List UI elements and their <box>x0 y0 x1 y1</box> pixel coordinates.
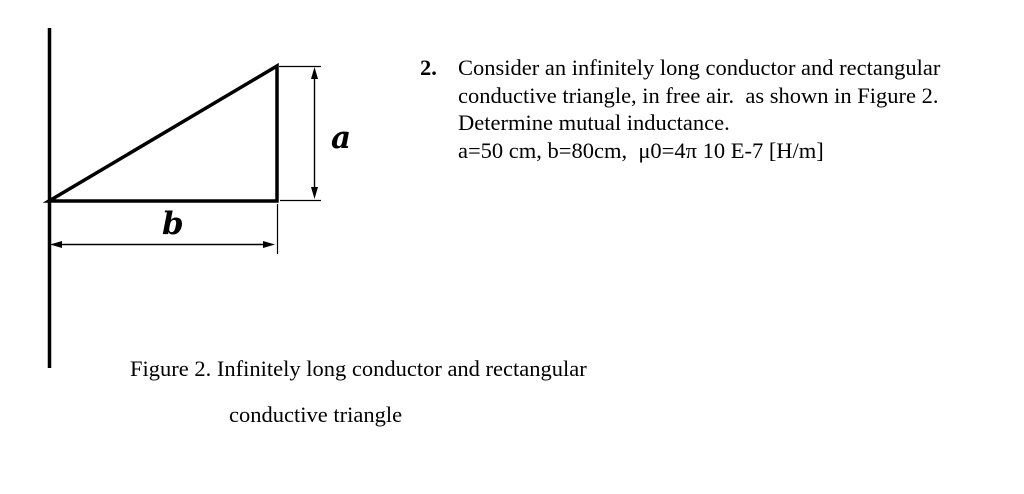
problem-line-1: Consider an infinitely long conductor and rectangular <box>458 55 941 80</box>
figure-caption-line-1: Figure 2. Infinitely long conductor and rectangular <box>130 356 587 381</box>
problem-line-4: a=50 cm, b=80cm, μ0=4π 10 E-7 [H/m] <box>458 137 824 163</box>
dimension-b-label: b <box>162 206 184 242</box>
dimension-a-line <box>311 67 318 199</box>
problem-line-3: Determine mutual inductance. <box>458 110 730 136</box>
arrowhead-up-icon <box>311 67 318 79</box>
dimension-b-line <box>50 241 275 248</box>
triangle-loop <box>49 66 277 201</box>
figure-diagram <box>0 0 400 400</box>
arrowhead-down-icon <box>311 187 318 199</box>
arrowhead-right-icon <box>263 241 275 248</box>
dimension-a-label: a <box>331 120 352 156</box>
problem-text <box>458 54 940 164</box>
figure-caption-line-2: conductive triangle <box>229 402 403 427</box>
problem-line-2: conductive triangle, in free air. as shown in Figure 2. <box>458 82 939 108</box>
problem-statement <box>420 54 940 164</box>
problem-number: 2. <box>420 55 437 80</box>
arrowhead-left-icon <box>50 241 62 248</box>
